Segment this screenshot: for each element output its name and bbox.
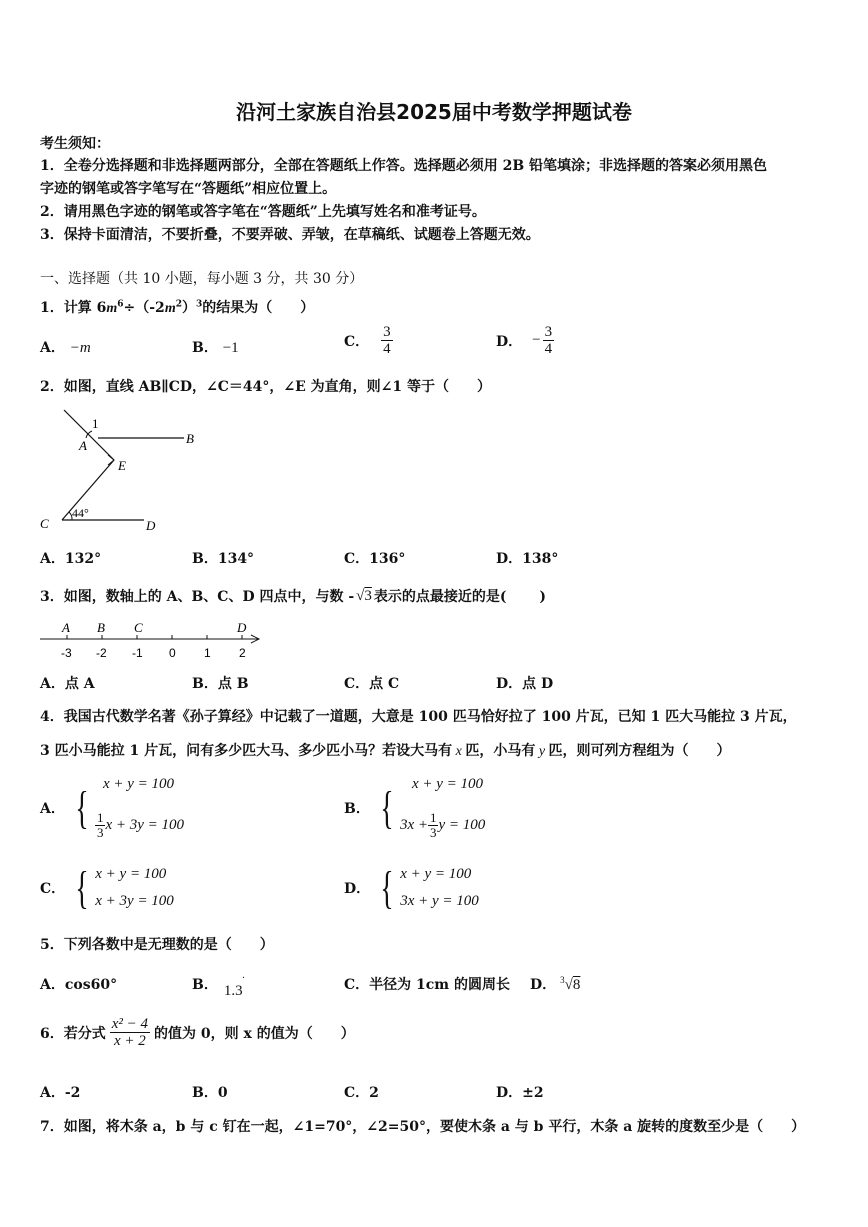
page-title: 沿河土家族自治县2025届中考数学押题试卷 [236,100,632,124]
question-4-line-1: 4．我国古代数学名著《孙子算经》中记载了一道题，大意是 100 匹马恰好拉了 100 片瓦，已知 1 匹大马能拉 3 片瓦， [40,709,797,725]
question-3-option-d[interactable]: D．点 D [496,676,554,692]
notice-item-1-line-2: 字迹的钢笔或答字笔写在“答题纸”相应位置上。 [40,181,337,197]
tick-label-neg3: -3 [61,646,72,660]
figure-label-b: B [186,431,194,446]
question-5-option-b[interactable]: B． 1.3 · [192,973,246,999]
notice-item-3: 3．保持卡面清洁，不要折叠，不要弄破、弄皱，在草稿纸、试题卷上答题无效。 [40,227,540,243]
tick-label-neg2: -2 [96,646,107,660]
question-3-option-c[interactable]: C．点 C [344,676,400,692]
question-3-option-b[interactable]: B．点 B [192,676,249,692]
question-5-option-c[interactable]: C．半径为 1cm 的圆周长 [344,977,510,993]
question-1-option-a[interactable]: A． −m [40,340,91,356]
question-6-option-d[interactable]: D．±2 [496,1085,544,1101]
question-3-stem: 3．如图，数轴上的 A、B、C、D 四点中，与数 - √3 表示的点最接近的是( ) [40,587,547,605]
question-1-stem: 1．计算 $6m^6\div(-2m^2)^3$的结果为（ ） [40,299,315,316]
question-7-stem: 7．如图，将木条 a，b 与 c 钉在一起，∠1=70°，∠2=50°，要使木条 a 与 b 平行，木条 a 旋转的度数至少是（ ） [40,1119,806,1135]
tick-label-neg1: -1 [132,646,143,660]
notice-item-2: 2．请用黑色字迹的钢笔或答字笔在“答题纸”上先填写姓名和准考证号。 [40,204,486,220]
point-label-b: B [97,620,105,635]
brace-icon: { [75,782,89,833]
notice-heading: 考生须知： [40,136,110,152]
question-4-line-2: 3 匹小马能拉 1 片瓦，问有多少匹大马、多少匹小马？若设大马有 x 匹，小马有 y 匹，则可列方程组为（ ） [40,743,731,759]
question-4-option-d[interactable]: D． { x + y = 100 3x + y = 100 [344,862,479,913]
figure-label-a: A [79,438,87,453]
point-label-d: D [237,620,247,635]
tick-label-1: 1 [204,646,211,660]
point-label-a: A [62,620,70,635]
point-label-c: C [134,620,143,635]
question-5-option-a[interactable]: A．cos60° [40,977,118,993]
question-2-option-b[interactable]: B．134° [192,551,255,567]
question-4-option-b[interactable]: B． { x + y = 100 3x + $\frac{1}{3}$ y = 100 [344,776,486,840]
section-heading: 一、选择题（共 10 小题，每小题 3 分，共 30 分） [40,271,364,287]
question-4-option-a[interactable]: A． { x + y = 100 $\frac{1}{3}$ x + 3y = 100 [40,776,185,840]
question-5-option-d[interactable]: D． $^3$√8 [530,975,581,993]
question-2-option-c[interactable]: C．136° [344,551,406,567]
question-1-option-c[interactable]: C． $\frac{3}{4}$ [344,324,391,357]
tick-label-0: 0 [169,646,176,660]
question-3-number-line [36,618,266,662]
question-3-option-a[interactable]: A．点 A [40,676,95,692]
question-1-option-b[interactable]: B． −1 [192,340,239,356]
question-2-option-d[interactable]: D．138° [496,551,559,567]
question-6-option-c[interactable]: C．2 [344,1085,379,1101]
question-6-option-a[interactable]: A．-2 [40,1085,81,1101]
question-6-option-b[interactable]: B．0 [192,1085,228,1101]
question-2-option-a[interactable]: A．132° [40,551,102,567]
figure-label-44: 44° [72,506,89,520]
brace-icon: { [380,862,394,913]
question-4-option-c[interactable]: C． { x + y = 100 x + 3y = 100 [40,862,174,913]
figure-label-d: D [146,518,156,533]
question-2-figure [36,404,194,534]
question-6-stem: 6．若分式 $\frac{\text{x² − 4}}{x + 2}$ 的值为 0，则 x 的值为（ ） [40,1016,355,1049]
figure-label-e: E [118,458,126,473]
figure-label-1: 1 [92,416,99,431]
brace-icon: { [380,782,394,833]
tick-label-2: 2 [239,646,246,660]
notice-item-1-line-1: 1．全卷分选择题和非选择题两部分，全部在答题纸上作答。选择题必须用 2B 铅笔填涂；非选择题的答案必须用黑色 [40,158,768,174]
question-1-option-d[interactable]: D． − $\frac{3}{4}$ [496,324,553,357]
question-2-stem: 2．如图，直线 AB∥CD，∠C＝44°，∠E 为直角，则∠1 等于（ ） [40,379,491,395]
brace-icon: { [75,862,89,913]
figure-label-c: C [40,516,49,531]
question-5-stem: 5．下列各数中是无理数的是（ ） [40,937,274,953]
